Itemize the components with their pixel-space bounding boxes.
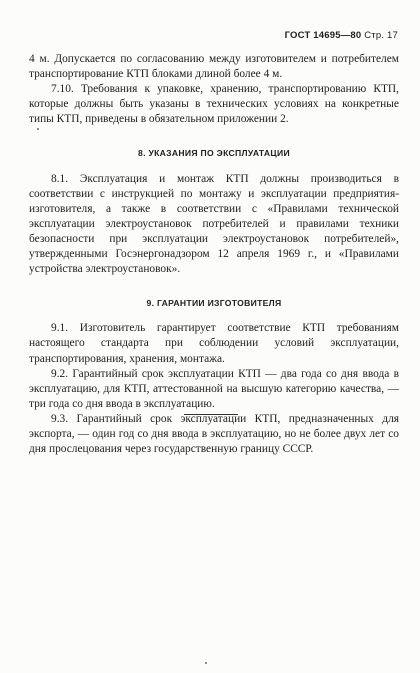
paragraph-9-1: 9.1. Изготовитель гарантирует соответствие КТП требованиям настоящего стандарта при соблюдении условий эксплуатации, транспортирования, хранения, монтажа. bbox=[29, 322, 399, 365]
paragraph-9-3: 9.3. Гарантийный срок эксплуатации КТП, предназначенных для экспорта, — один год со дня ввода в эксплуатацию, но не более двух лет со дня прослецования через государственную границу СССР. bbox=[29, 412, 399, 456]
end-divider bbox=[184, 414, 238, 415]
scan-speck bbox=[205, 662, 207, 664]
scan-speck bbox=[37, 128, 39, 130]
section-9-title: 9. ГАРАНТИИ ИЗГОТОВИТЕЛЯ bbox=[146, 298, 282, 309]
standard-number: ГОСТ 14695—80 bbox=[284, 30, 362, 41]
section-8-title: 8. УКАЗАНИЯ ПО ЭКСПЛУАТАЦИИ bbox=[138, 148, 290, 159]
paragraph-8-1: 8.1. Эксплуатация и монтаж КТП должны производиться в соответствии с инструкцией по монтажу и эксплуатации предприятия-изготовителя, а также в соответствии с «Правилами технической эксплуатации электроустановок потребителей и правилами техники безопасности при эксплуатации электроустановок потребителей», утвержденными Госэнергонадзором 12 апреля 1969 г., и «Правилами устройства электроустановок». bbox=[29, 172, 399, 276]
paragraph-7-10: 7.10. Требования к упаковке, хранению, транспортированию КТП, которые должны быть указаны в технических условиях на конкретные типы КТП, приведены в обязательном приложении 2. bbox=[29, 83, 399, 126]
page-header bbox=[285, 30, 398, 41]
paragraph-continuation: 4 м. Допускается по согласованию между изготовителем и потребителем транспортирование КТП блоками длиной более 4 м. bbox=[29, 53, 399, 81]
page-number: Стр. 17 bbox=[364, 30, 398, 41]
paragraph-9-2: 9.2. Гарантийный срок эксплуатации КТП — два года со дня ввода в эксплуатацию, для КТП, аттестованной на высшую категорию качества, — три года со дня ввода в эксплуатацию. bbox=[29, 367, 399, 410]
document-body bbox=[29, 52, 399, 457]
